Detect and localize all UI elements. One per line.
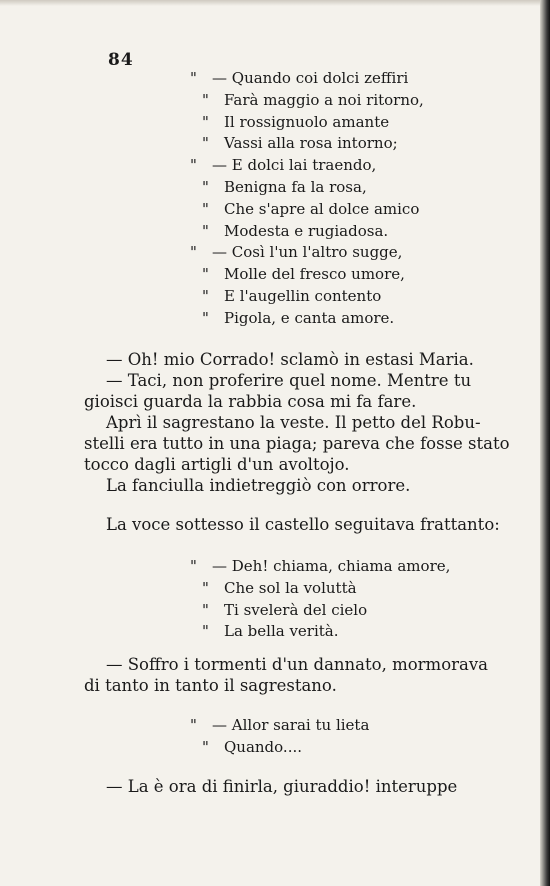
verse-quote-mark: " (190, 716, 197, 734)
prose-line: — Oh! mio Corrado! sclamò in estasi Maria. (106, 350, 474, 369)
verse-text: — Quando coi dolci zeffiri (212, 69, 409, 87)
page-binding-edge (540, 0, 550, 886)
verse-line (190, 90, 424, 112)
prose-line: di tanto in tanto il sagrestano. (84, 676, 337, 695)
prose-line: — Taci, non proferire quel nome. Mentre tu (106, 371, 472, 390)
verse-stanza-1 (190, 68, 424, 330)
verse-text: Vassi alla rosa intorno; (224, 134, 398, 153)
verse-quote-mark: " (202, 622, 209, 641)
verse-text: Pigola, e canta amore. (224, 308, 395, 327)
verse-text: La bella verità. (224, 622, 339, 641)
verse-quote-mark: " (202, 600, 209, 619)
verse-line (190, 621, 450, 643)
verse-text: E l'augellin contento (224, 286, 382, 305)
verse-text: — Così l'un l'altro sugge, (212, 243, 403, 262)
verse-text: Molle del fresco umore, (224, 265, 405, 284)
verse-text: Che sol la voluttà (224, 578, 357, 597)
page-number: 84 (108, 50, 134, 70)
verse-line (190, 737, 369, 759)
verse-line (190, 177, 424, 199)
verse-line (190, 68, 424, 90)
prose-paragraph-3 (84, 654, 504, 696)
verse-text: Che s'apre al dolce amico (224, 199, 420, 218)
verse-line (190, 264, 424, 286)
verse-quote-mark: " (202, 265, 209, 284)
verse-quote-mark: " (202, 221, 209, 240)
verse-line (190, 112, 424, 134)
verse-text: — Deh! chiama, chiama amore, (212, 557, 451, 575)
verse-quote-mark: " (190, 156, 197, 175)
verse-line (190, 578, 450, 600)
prose-line: Aprì il sagrestano la veste. Il petto del Robu- (106, 413, 481, 432)
prose-paragraph-2 (84, 514, 504, 535)
verse-quote-mark: " (202, 308, 209, 327)
verse-quote-mark: " (202, 286, 209, 305)
verse-text: Modesta e rugiadosa. (224, 221, 389, 240)
verse-line (190, 133, 424, 155)
prose-line: La fanciulla indietreggiò con orrore. (106, 476, 411, 495)
verse-text: — Allor sarai tu lieta (212, 716, 370, 734)
prose-line: tocco dagli artigli d'un avoltojo. (84, 455, 350, 474)
verse-line (190, 221, 424, 243)
verse-quote-mark: " (190, 557, 197, 575)
verse-text: — E dolci lai traendo, (212, 156, 377, 175)
prose-line: stelli era tutto in una piaga; pareva che fosse stato (84, 434, 510, 453)
verse-quote-mark: " (202, 199, 209, 218)
verse-line (190, 715, 369, 737)
prose-line: gioisci guarda la rabbia cosa mi fa fare. (84, 392, 417, 411)
prose-paragraph-4 (84, 776, 504, 797)
prose-line: — Soffro i tormenti d'un dannato, mormorava (106, 655, 489, 674)
verse-line (190, 155, 424, 177)
verse-line (190, 286, 424, 308)
verse-line (190, 308, 424, 330)
prose-paragraph-1 (84, 349, 510, 496)
verse-line (190, 556, 450, 578)
verse-quote-mark: " (190, 69, 197, 87)
verse-stanza-3 (190, 715, 369, 759)
verse-quote-mark: " (190, 243, 197, 262)
verse-text: Farà maggio a noi ritorno, (224, 90, 424, 109)
verse-quote-mark: " (202, 112, 209, 131)
verse-stanza-2 (190, 556, 450, 643)
verse-quote-mark: " (202, 90, 209, 109)
verse-quote-mark: " (202, 177, 209, 196)
prose-line: — La è ora di finirla, giuraddio! interuppe (106, 777, 458, 796)
verse-line (190, 242, 424, 264)
page-top-shadow (0, 0, 550, 6)
verse-text: Ti svelerà del cielo (224, 600, 368, 619)
verse-text: Il rossignuolo amante (224, 112, 390, 131)
verse-line (190, 600, 450, 622)
verse-text: Quando.... (224, 737, 303, 756)
verse-line (190, 199, 424, 221)
verse-quote-mark: " (202, 737, 209, 756)
verse-quote-mark: " (202, 578, 209, 597)
verse-quote-mark: " (202, 134, 209, 153)
prose-line: La voce sottesso il castello seguitava frattanto: (106, 515, 500, 534)
verse-text: Benigna fa la rosa, (224, 177, 367, 196)
